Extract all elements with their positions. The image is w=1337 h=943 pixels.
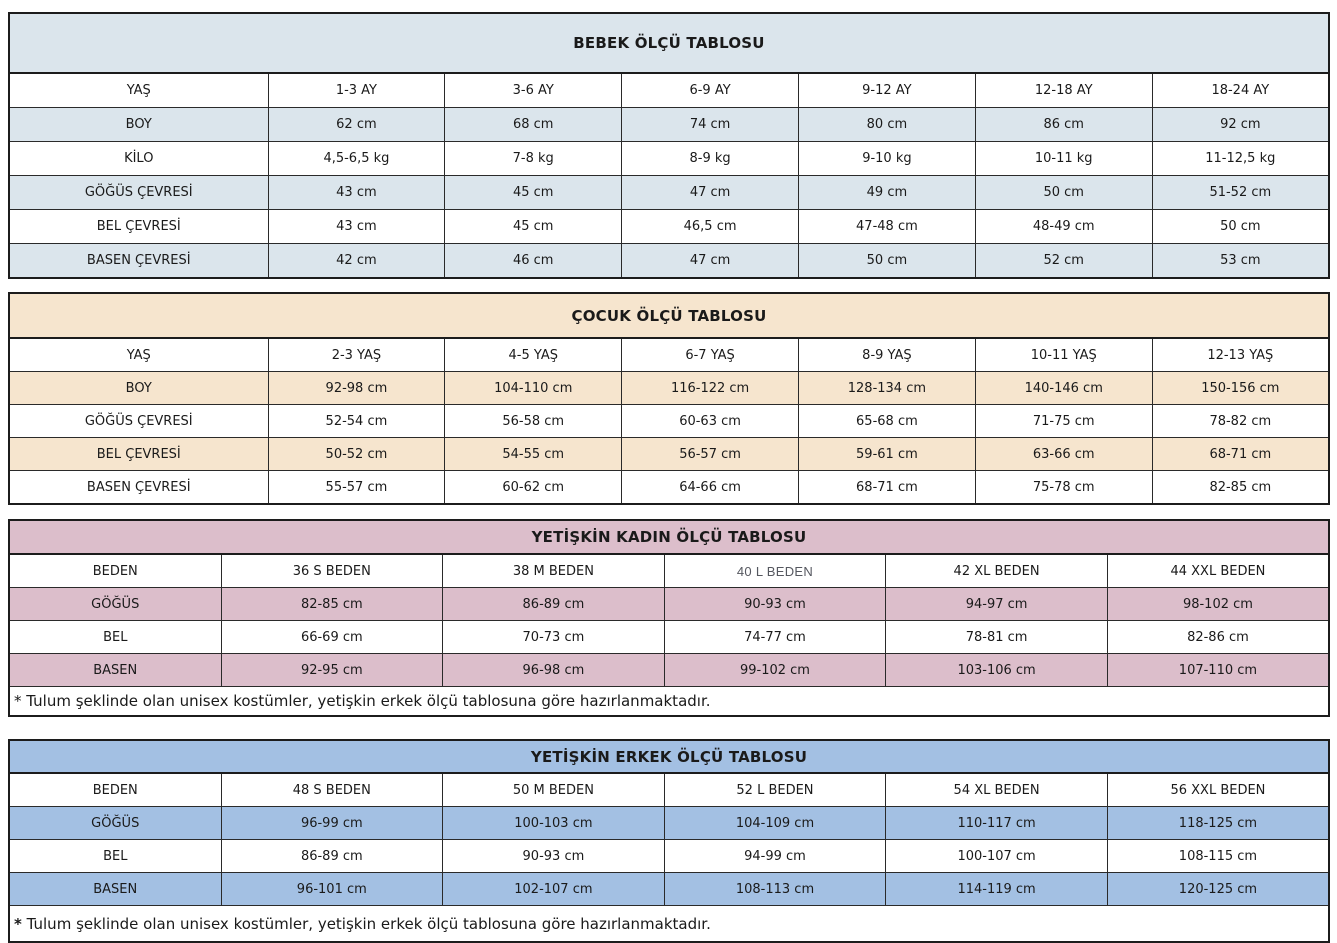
row-label: YAŞ [9, 338, 268, 372]
data-cell: 94-99 cm [664, 840, 886, 873]
row-label: BEL ÇEVRESİ [9, 210, 268, 244]
data-cell: 56-57 cm [622, 438, 799, 471]
table-row [9, 142, 1329, 176]
data-cell: 68-71 cm [798, 471, 975, 505]
data-cell: 46 cm [445, 244, 622, 279]
data-cell: 62 cm [268, 108, 445, 142]
data-cell: 102-107 cm [443, 873, 665, 906]
table-row [9, 176, 1329, 210]
table-footnote: * Tulum şeklinde olan unisex kostümler, yetişkin erkek ölçü tablosuna göre hazırlanmaktadır. [9, 906, 1329, 943]
data-cell: 45 cm [445, 210, 622, 244]
data-cell: 66-69 cm [221, 621, 443, 654]
data-cell: 63-66 cm [975, 438, 1152, 471]
data-cell: 96-99 cm [221, 807, 443, 840]
data-cell: 99-102 cm [664, 654, 886, 687]
data-cell: 110-117 cm [886, 807, 1108, 840]
row-label: BASEN [9, 654, 221, 687]
row-label: BEL ÇEVRESİ [9, 438, 268, 471]
data-cell: 10-11 kg [975, 142, 1152, 176]
data-cell: 44 XXL BEDEN [1107, 554, 1329, 588]
data-cell: 38 M BEDEN [443, 554, 665, 588]
data-cell: 86-89 cm [443, 588, 665, 621]
table-row [9, 108, 1329, 142]
table-row [9, 807, 1329, 840]
data-cell: 65-68 cm [798, 405, 975, 438]
row-label: BASEN ÇEVRESİ [9, 244, 268, 279]
kadin-table [8, 519, 1330, 717]
data-cell: 94-97 cm [886, 588, 1108, 621]
data-cell: 43 cm [268, 210, 445, 244]
data-cell: 74-77 cm [664, 621, 886, 654]
data-cell: 90-93 cm [664, 588, 886, 621]
row-label: GÖĞÜS [9, 807, 221, 840]
data-cell: 103-106 cm [886, 654, 1108, 687]
data-cell: 42 XL BEDEN [886, 554, 1108, 588]
data-cell: 12-18 AY [975, 73, 1152, 108]
data-cell: 36 S BEDEN [221, 554, 443, 588]
data-cell: 47-48 cm [798, 210, 975, 244]
data-cell: 54 XL BEDEN [886, 773, 1108, 807]
data-cell: 90-93 cm [443, 840, 665, 873]
data-cell: 108-113 cm [664, 873, 886, 906]
row-label: BEDEN [9, 773, 221, 807]
data-cell: 40 L BEDEN [664, 554, 886, 588]
table-footnote: * Tulum şeklinde olan unisex kostümler, yetişkin erkek ölçü tablosuna göre hazırlanmaktadır. [9, 687, 1329, 717]
table-row [9, 210, 1329, 244]
data-cell: 98-102 cm [1107, 588, 1329, 621]
data-cell: 47 cm [622, 244, 799, 279]
data-cell: 78-81 cm [886, 621, 1108, 654]
row-label: BEDEN [9, 554, 221, 588]
data-cell: 70-73 cm [443, 621, 665, 654]
data-cell: 52-54 cm [268, 405, 445, 438]
table-row [9, 405, 1329, 438]
row-label: YAŞ [9, 73, 268, 108]
data-cell: 92-95 cm [221, 654, 443, 687]
data-cell: 68-71 cm [1152, 438, 1329, 471]
table-row [9, 554, 1329, 588]
data-cell: 116-122 cm [622, 372, 799, 405]
data-cell: 47 cm [622, 176, 799, 210]
table-row [9, 338, 1329, 372]
row-label: BASEN [9, 873, 221, 906]
data-cell: 53 cm [1152, 244, 1329, 279]
data-cell: 52 L BEDEN [664, 773, 886, 807]
row-label: GÖĞÜS ÇEVRESİ [9, 405, 268, 438]
data-cell: 59-61 cm [798, 438, 975, 471]
footnote-row [9, 687, 1329, 717]
data-cell: 6-9 AY [622, 73, 799, 108]
data-cell: 80 cm [798, 108, 975, 142]
data-cell: 7-8 kg [445, 142, 622, 176]
table-row [9, 73, 1329, 108]
erkek-table [8, 739, 1330, 943]
data-cell: 56 XXL BEDEN [1107, 773, 1329, 807]
data-cell: 51-52 cm [1152, 176, 1329, 210]
row-label: GÖĞÜS [9, 588, 221, 621]
data-cell: 96-98 cm [443, 654, 665, 687]
data-cell: 4-5 YAŞ [445, 338, 622, 372]
data-cell: 100-107 cm [886, 840, 1108, 873]
data-cell: 64-66 cm [622, 471, 799, 505]
size-table-bebek [8, 12, 1330, 279]
data-cell: 6-7 YAŞ [622, 338, 799, 372]
data-cell: 50 M BEDEN [443, 773, 665, 807]
data-cell: 120-125 cm [1107, 873, 1329, 906]
bebek-table [8, 12, 1330, 279]
data-cell: 60-62 cm [445, 471, 622, 505]
data-cell: 140-146 cm [975, 372, 1152, 405]
data-cell: 12-13 YAŞ [1152, 338, 1329, 372]
data-cell: 114-119 cm [886, 873, 1108, 906]
data-cell: 82-85 cm [1152, 471, 1329, 505]
data-cell: 50-52 cm [268, 438, 445, 471]
cocuk-table [8, 292, 1330, 505]
table-row [9, 471, 1329, 505]
data-cell: 4,5-6,5 kg [268, 142, 445, 176]
data-cell: 71-75 cm [975, 405, 1152, 438]
row-label: BASEN ÇEVRESİ [9, 471, 268, 505]
data-cell: 118-125 cm [1107, 807, 1329, 840]
table-row [9, 654, 1329, 687]
data-cell: 128-134 cm [798, 372, 975, 405]
data-cell: 8-9 YAŞ [798, 338, 975, 372]
data-cell: 45 cm [445, 176, 622, 210]
data-cell: 55-57 cm [268, 471, 445, 505]
data-cell: 86 cm [975, 108, 1152, 142]
data-cell: 8-9 kg [622, 142, 799, 176]
table-title: YETİŞKİN ERKEK ÖLÇÜ TABLOSU [9, 740, 1329, 773]
data-cell: 52 cm [975, 244, 1152, 279]
data-cell: 42 cm [268, 244, 445, 279]
data-cell: 50 cm [1152, 210, 1329, 244]
data-cell: 104-109 cm [664, 807, 886, 840]
data-cell: 100-103 cm [443, 807, 665, 840]
data-cell: 108-115 cm [1107, 840, 1329, 873]
table-row [9, 372, 1329, 405]
data-cell: 11-12,5 kg [1152, 142, 1329, 176]
table-row [9, 840, 1329, 873]
row-label: KİLO [9, 142, 268, 176]
data-cell: 92 cm [1152, 108, 1329, 142]
row-label: BEL [9, 840, 221, 873]
size-table-erkek [8, 739, 1330, 943]
data-cell: 54-55 cm [445, 438, 622, 471]
data-cell: 107-110 cm [1107, 654, 1329, 687]
row-label: BEL [9, 621, 221, 654]
table-title: BEBEK ÖLÇÜ TABLOSU [9, 13, 1329, 73]
data-cell: 68 cm [445, 108, 622, 142]
data-cell: 86-89 cm [221, 840, 443, 873]
data-cell: 75-78 cm [975, 471, 1152, 505]
data-cell: 9-10 kg [798, 142, 975, 176]
size-table-kadin [8, 519, 1330, 717]
data-cell: 74 cm [622, 108, 799, 142]
data-cell: 60-63 cm [622, 405, 799, 438]
table-row [9, 621, 1329, 654]
data-cell: 104-110 cm [445, 372, 622, 405]
data-cell: 96-101 cm [221, 873, 443, 906]
data-cell: 18-24 AY [1152, 73, 1329, 108]
data-cell: 150-156 cm [1152, 372, 1329, 405]
table-row [9, 873, 1329, 906]
table-title: YETİŞKİN KADIN ÖLÇÜ TABLOSU [9, 520, 1329, 554]
data-cell: 50 cm [798, 244, 975, 279]
data-cell: 78-82 cm [1152, 405, 1329, 438]
row-label: GÖĞÜS ÇEVRESİ [9, 176, 268, 210]
data-cell: 56-58 cm [445, 405, 622, 438]
data-cell: 48-49 cm [975, 210, 1152, 244]
size-tables [8, 12, 1330, 943]
data-cell: 50 cm [975, 176, 1152, 210]
table-row [9, 438, 1329, 471]
data-cell: 46,5 cm [622, 210, 799, 244]
table-title: ÇOCUK ÖLÇÜ TABLOSU [9, 293, 1329, 338]
data-cell: 82-86 cm [1107, 621, 1329, 654]
data-cell: 92-98 cm [268, 372, 445, 405]
table-row [9, 588, 1329, 621]
table-row [9, 244, 1329, 279]
data-cell: 1-3 AY [268, 73, 445, 108]
footnote-row [9, 906, 1329, 943]
data-cell: 2-3 YAŞ [268, 338, 445, 372]
data-cell: 43 cm [268, 176, 445, 210]
row-label: BOY [9, 372, 268, 405]
data-cell: 48 S BEDEN [221, 773, 443, 807]
data-cell: 49 cm [798, 176, 975, 210]
data-cell: 82-85 cm [221, 588, 443, 621]
table-row [9, 773, 1329, 807]
size-table-cocuk [8, 292, 1330, 505]
data-cell: 9-12 AY [798, 73, 975, 108]
row-label: BOY [9, 108, 268, 142]
data-cell: 10-11 YAŞ [975, 338, 1152, 372]
data-cell: 3-6 AY [445, 73, 622, 108]
